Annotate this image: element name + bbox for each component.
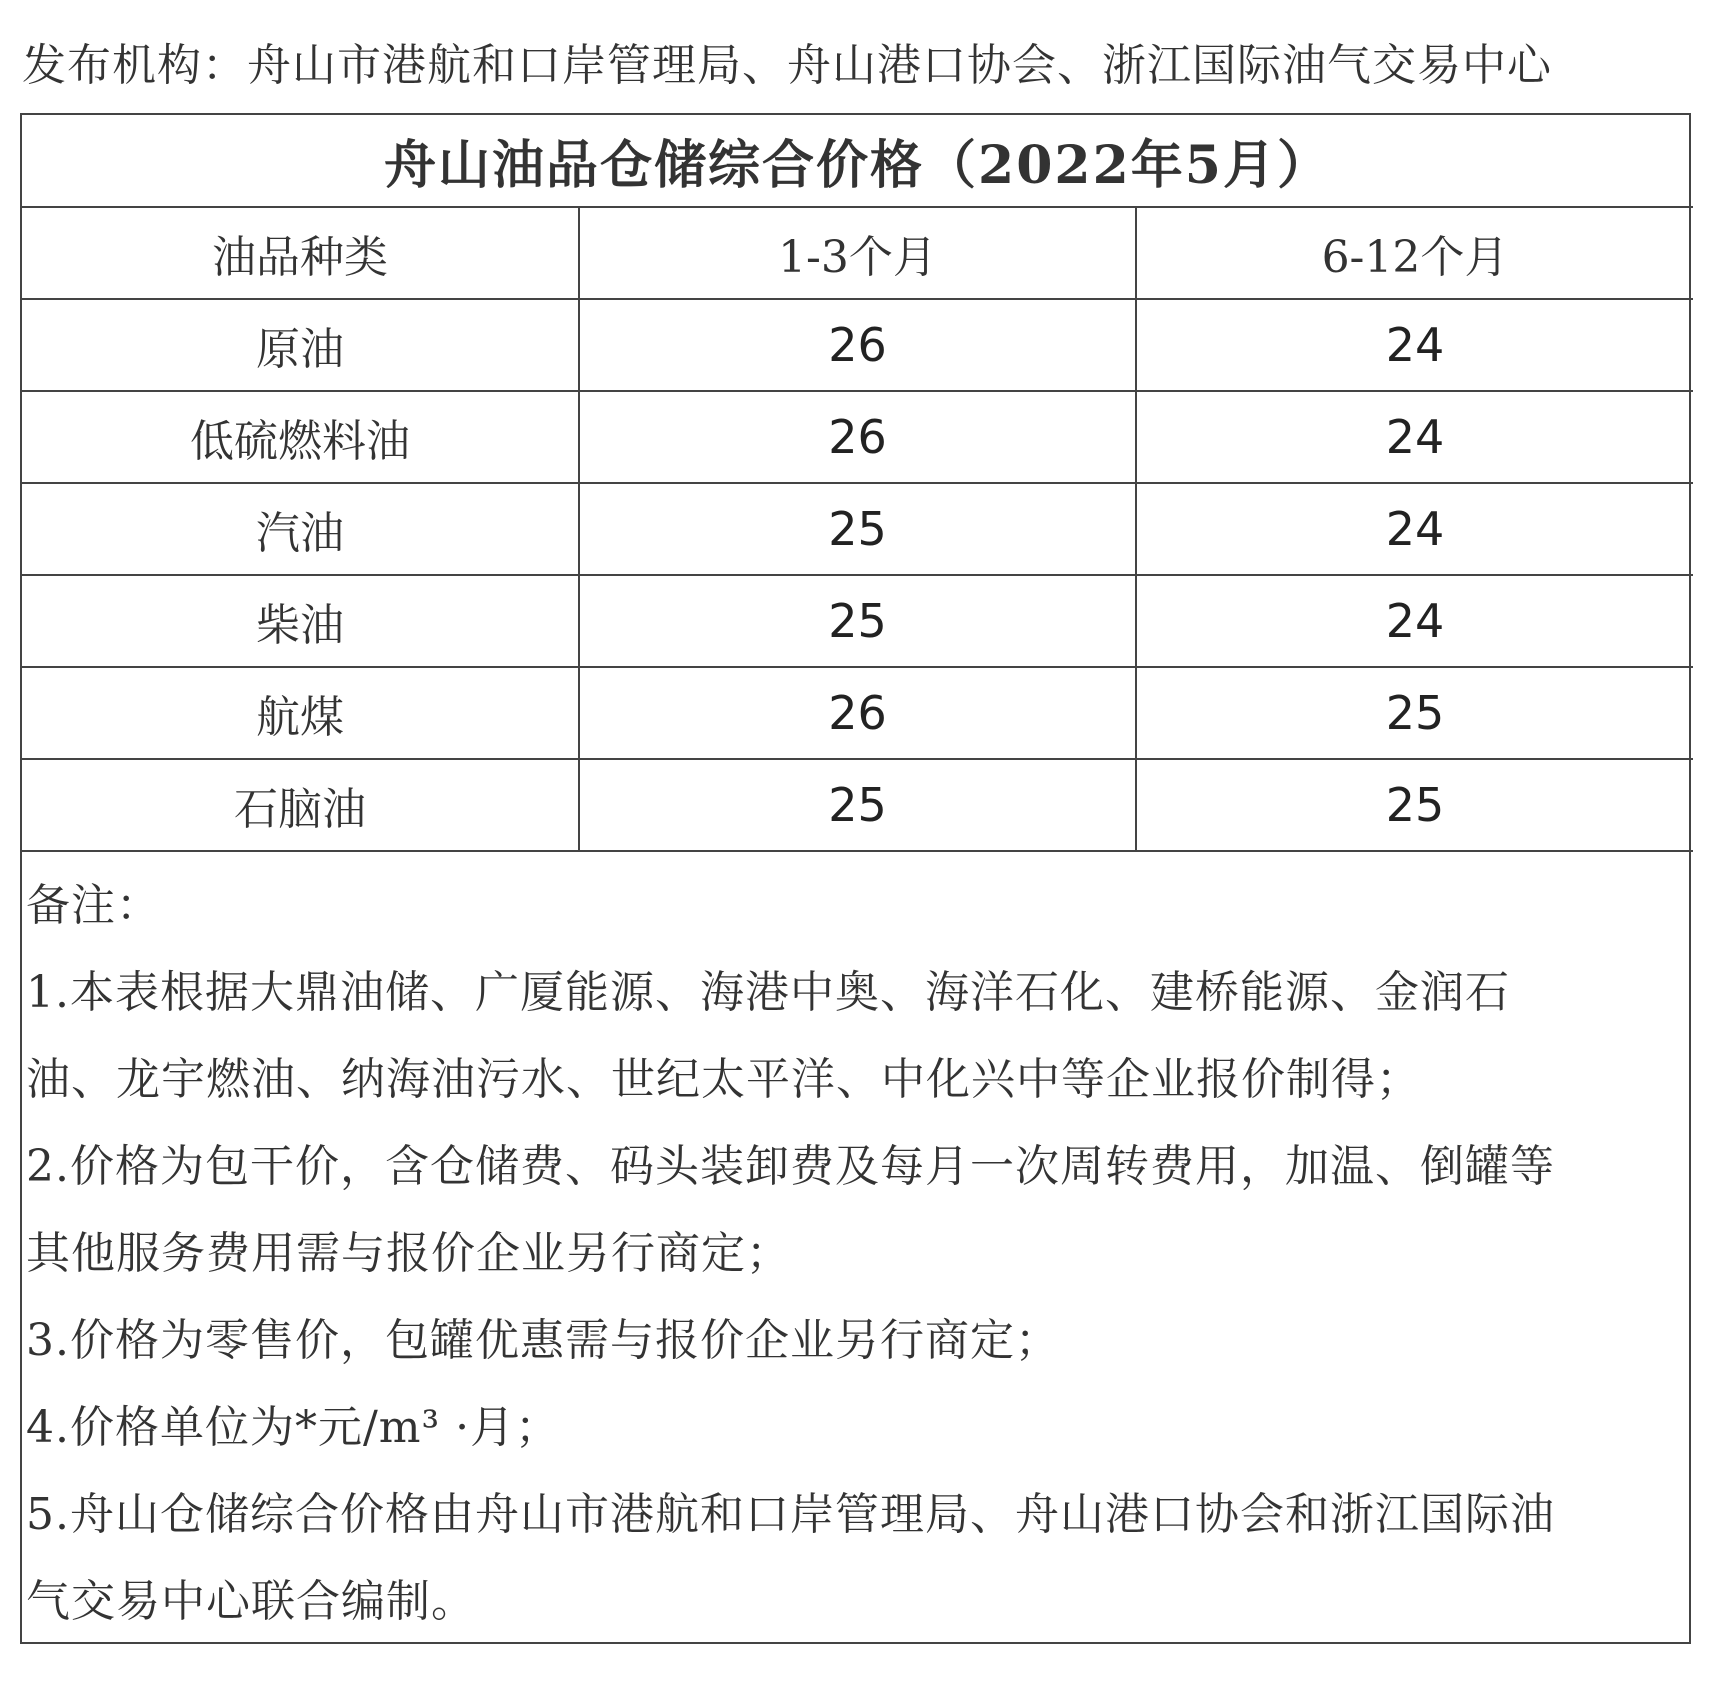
table-row xyxy=(22,299,1693,391)
note-line: 其他服务费用需与报价企业另行商定； xyxy=(26,1228,791,1279)
header-oil-type: 油品种类 xyxy=(22,207,579,299)
oil-type-cell: 低硫燃料油 xyxy=(22,391,579,483)
price-6-12-cell: 25 xyxy=(1136,759,1693,851)
price-1-3-cell: 25 xyxy=(579,483,1136,575)
note-line: 3.价格为零售价，包罐优惠需与报价企业另行商定； xyxy=(26,1315,1060,1366)
publisher-line: 发布机构：舟山市港航和口岸管理局、舟山港口协会、浙江国际油气交易中心 xyxy=(22,40,1552,91)
table-row xyxy=(22,759,1693,851)
header-row xyxy=(22,207,1693,299)
oil-type-cell: 柴油 xyxy=(22,575,579,667)
title-row xyxy=(22,115,1693,207)
price-6-12-cell: 24 xyxy=(1136,299,1693,391)
price-1-3-cell: 26 xyxy=(579,391,1136,483)
header-1-3-months: 1-3个月 xyxy=(579,207,1136,299)
table-title: 舟山油品仓储综合价格（2022年5月） xyxy=(22,115,1693,207)
note-line: 4.价格单位为*元/m³ ·月； xyxy=(26,1402,561,1453)
price-6-12-cell: 24 xyxy=(1136,391,1693,483)
header-6-12-months: 6-12个月 xyxy=(1136,207,1693,299)
price-6-12-cell: 25 xyxy=(1136,667,1693,759)
note-line: 1.本表根据大鼎油储、广厦能源、海港中奥、海洋石化、建桥能源、金润石 xyxy=(26,967,1510,1018)
price-sheet xyxy=(20,113,1691,1644)
table-row xyxy=(22,575,1693,667)
table-row xyxy=(22,391,1693,483)
price-6-12-cell: 24 xyxy=(1136,483,1693,575)
price-1-3-cell: 25 xyxy=(579,759,1136,851)
oil-type-cell: 原油 xyxy=(22,299,579,391)
oil-type-cell: 汽油 xyxy=(22,483,579,575)
oil-type-cell: 石脑油 xyxy=(22,759,579,851)
oil-type-cell: 航煤 xyxy=(22,667,579,759)
note-line: 5.舟山仓储综合价格由舟山市港航和口岸管理局、舟山港口协会和浙江国际油 xyxy=(26,1489,1555,1540)
note-line: 气交易中心联合编制。 xyxy=(26,1576,476,1627)
table-row xyxy=(22,483,1693,575)
price-1-3-cell: 26 xyxy=(579,299,1136,391)
note-line: 油、龙宇燃油、纳海油污水、世纪太平洋、中化兴中等企业报价制得； xyxy=(26,1054,1421,1105)
notes-heading: 备注： xyxy=(26,880,161,931)
price-table xyxy=(22,115,1693,852)
price-1-3-cell: 25 xyxy=(579,575,1136,667)
price-1-3-cell: 26 xyxy=(579,667,1136,759)
table-row xyxy=(22,667,1693,759)
notes-section xyxy=(22,852,1689,1645)
note-line: 2.价格为包干价，含仓储费、码头装卸费及每月一次周转费用，加温、倒罐等 xyxy=(26,1141,1555,1192)
price-6-12-cell: 24 xyxy=(1136,575,1693,667)
